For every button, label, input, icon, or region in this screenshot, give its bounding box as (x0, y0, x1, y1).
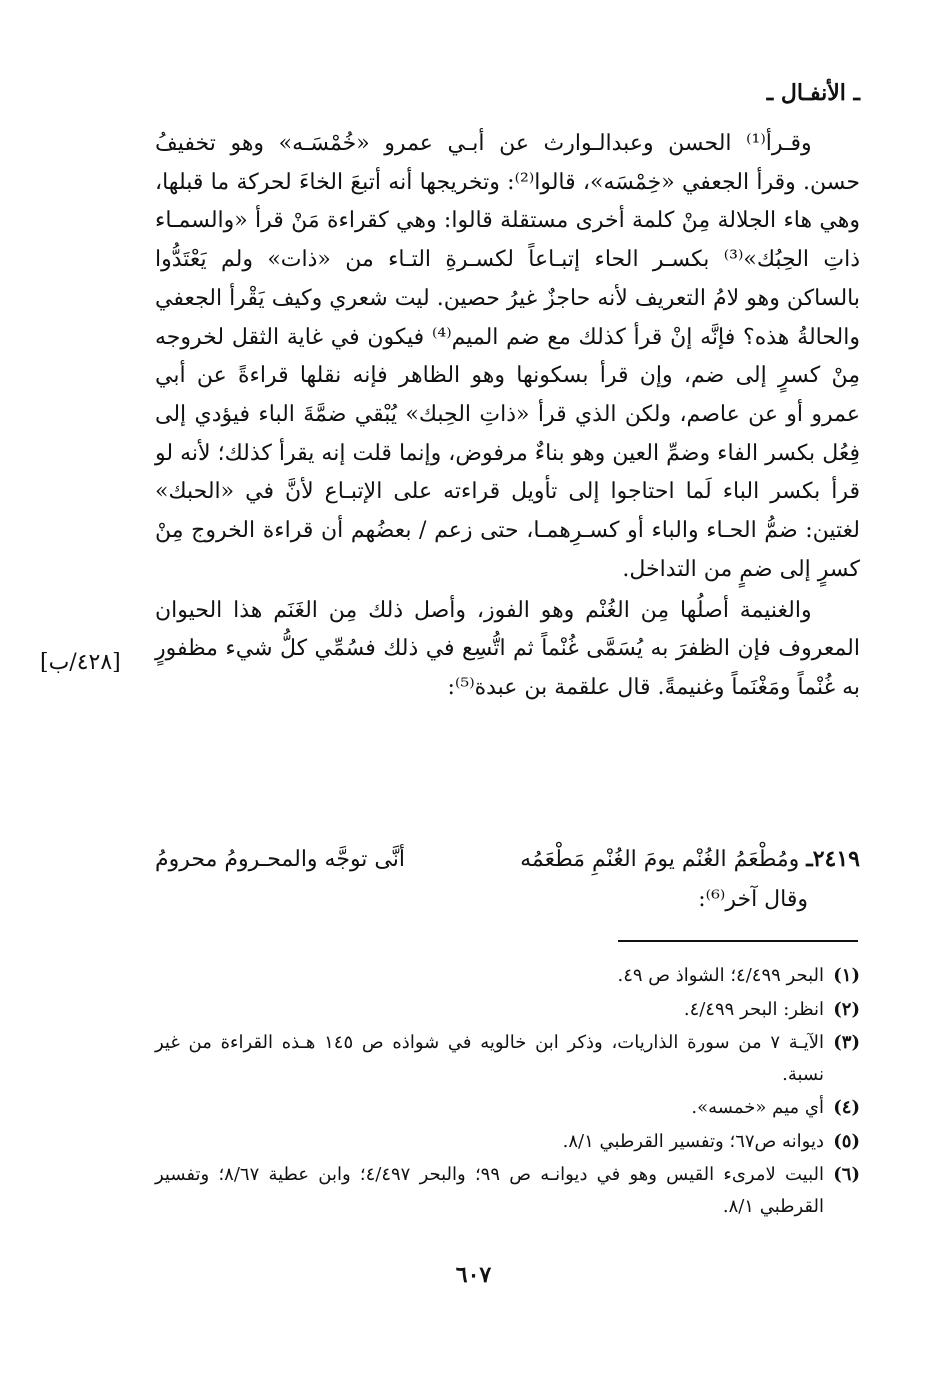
footnote-number: (٦) (833, 1164, 860, 1185)
verse-second-hemistich: أنَّى توجَّه والمحـرومُ محرومُ (155, 847, 405, 872)
verse-line (155, 840, 860, 880)
manuscript-folio-note: [٤٢٨/ب] (40, 650, 121, 675)
footnote-item (155, 1159, 860, 1222)
verse-number: ٢٤١٩ـ (806, 846, 860, 872)
footnote-text: الآيـة ٧ من سورة الذاريات، وذكر ابن خالويه في شواذه ص ١٤٥ هـذه القراءة من غير نسبة. (155, 1032, 824, 1085)
poetry-verse (155, 840, 860, 919)
footnote-item (155, 994, 860, 1026)
footnote-number: (٣) (833, 1032, 860, 1053)
footnote-text: انظر: البحر ٤/٤٩٩. (683, 998, 824, 1020)
verse-first-hemistich: ومُطْعَمُ الغُنْم يومَ الغُنْمِ مَطْعَمُه (520, 847, 800, 872)
paragraph: وقـرأ⁽¹⁾ الحسن وعبدالـوارث عن أبـي عمرو «خُمْسَـه» وهو تخفيفُ حسن. وقرأ الجعفي «خِمْسَه»، قالوا⁽²⁾: وتخريجها أنه أتبعَ الخاءَ لحركة ما قبلها، وهي هاء الجلالة مِنْ كلمة أخرى مستقلة قالوا: وهي كقراءة مَنْ قرأ «والسمـاء ذاتِ الحِبُك»⁽³⁾ بكسـر الحاء إتبـاعاً لكسـرةِ التـاء من «ذات» ولم يَعْتَدُّوا بالساكن وهو لامُ التعريف لأنه حاجزٌ غيرُ حصين. ليت شعري وكيف يَقْرأ الجعفي والحالةُ هذه؟ فإنَّه إنْ قرأ كذلك مع ضم الميم⁽⁴⁾ فيكون في غاية الثقل لخروجه مِنْ كسرٍ إلى ضم، وإن قرأ بسكونها وهو الظاهر فإنه نقلها قراءةً عن أبي عمرو أو عن عاصم، ولكن الذي قرأ «ذاتِ الحِبك» يُبْقي ضمَّةَ الباء فيؤدي إلى فِعُل بكسر الفاء وضمِّ العين وهو بناءٌ مرفوض، وإنما قلت إنه يقرأ كذلك؛ لأنه لو قرأ بكسر الباء لَما احتاجوا إلى تأويل قراءته على الإتبـاع لأنَّ في «الحبك» لغتين: ضمُّ الحـاء والباء أو كسـرِهمـا، حتى زعم / بعضُهم أن قراءة الخروج مِنْ كسرٍ إلى ضمٍ من التداخل. (155, 131, 860, 582)
footnote-number: (٥) (833, 1130, 860, 1152)
main-text (155, 125, 860, 708)
footnote-number: (٤) (833, 1097, 860, 1118)
running-head: ـ الأنفـال ـ (766, 80, 860, 106)
footnote-number: (٢) (833, 998, 860, 1020)
footnote-text: البحر ٤/٤٩٩؛ الشواذ ص ٤٩. (617, 965, 824, 986)
footnote-item (155, 1092, 860, 1124)
verse-followup-text: وقال آخر⁽⁶⁾: (698, 886, 808, 912)
footnote-separator (618, 940, 858, 942)
footnote-text: البيت لامرىء القيس وهو في ديوانـه ص ٩٩؛ والبحر ٤/٤٩٧؛ وابن عطية ٨/٦٧؛ وتفسير القرطبي ٨/١. (155, 1164, 824, 1217)
page-number: ٦٠٧ (455, 1262, 492, 1288)
footnote-number: (١) (833, 965, 860, 986)
footnote-item (155, 1126, 860, 1158)
footnote-item (155, 1027, 860, 1090)
footnotes-list (155, 960, 860, 1224)
footnote-text: ديوانه ص٦٧؛ وتفسير القرطبي ٨/١. (562, 1130, 824, 1152)
verse-first-hemistich-group (520, 840, 860, 880)
footnote-item (155, 960, 860, 992)
footnote-text: أي ميم «خمسه». (691, 1097, 824, 1118)
paragraph: والغنيمة أصلُها مِن الغُنْم وهو الفوز، وأصل ذلك مِن الغَنَم هذا الحيوان المعروف فإن الظفرَ به يُسَمَّى غُنْماً ثم اتُّسِع في ذلك فسُمِّي كلُّ شيء مظفورٍ به غُنْماً ومَغْنَماً وغنيمةً. قال علقمة بن عبدة⁽⁵⁾: (155, 597, 860, 701)
